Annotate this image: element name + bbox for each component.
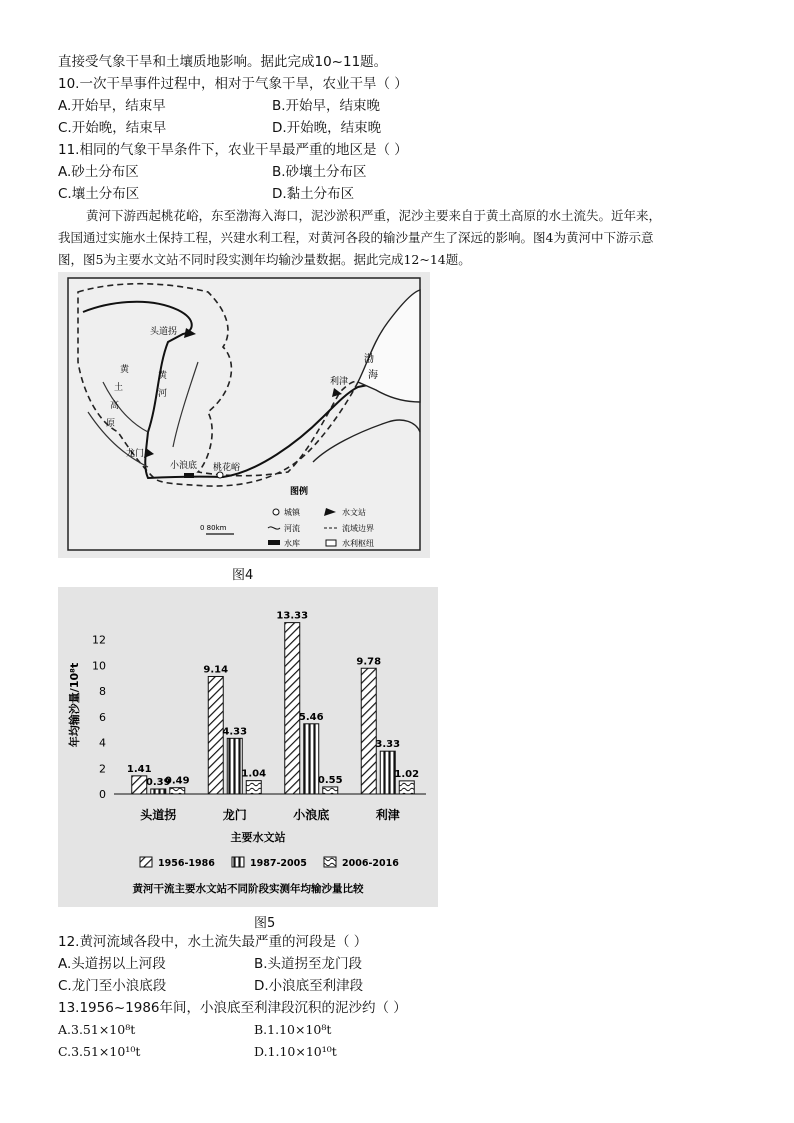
bar-value-label: 1.04 [241,768,267,780]
bar-value-label: 0.55 [317,774,343,786]
bar [304,724,319,794]
bar-chart [58,587,438,907]
legend-title: 图例 [290,487,309,497]
bar-value-label: 0.39 [145,776,171,788]
bar [380,751,395,794]
label-toudaoguai: 头道拐 [150,327,178,337]
q12-option-c: C.龙门至小浪底段 [58,978,167,994]
q12-option-b: B.头道拐至龙门段 [254,956,363,972]
label-xiaolangdi: 小浪底 [170,461,198,471]
legend-station: 水文站 [342,508,366,517]
legend-hub: 水利枢纽 [342,539,374,548]
bar-value-label: 1.41 [126,763,152,775]
y-tick-label: 2 [99,762,106,776]
x-axis-label: 主要水文站 [230,831,286,844]
chart-title: 黄河干流主要水文站不同阶段实测年均输沙量比较 [132,883,364,895]
x-tick-label: 利津 [375,808,400,822]
y-tick-label: 6 [99,710,106,724]
label-lijin: 利津 [330,377,349,387]
scale-label: 0 80km [200,524,227,532]
q13-option-a: A.3.51×10⁸t [58,1022,136,1037]
bar [323,787,338,794]
passage-line-3: 图，图5为主要水文站不同时段实测年均输沙量数据。据此完成12~14题。 [58,252,471,267]
legend-reservoir: 水库 [284,539,300,548]
q10-stem: 10.一次干旱事件过程中，相对于气象干旱，农业干旱（ ） [58,76,408,92]
q11-option-a: A.砂土分布区 [58,164,139,180]
bar-value-label: 9.14 [203,664,229,676]
label-longmen: 龙门 [126,449,145,459]
q10-option-a: A.开始早，结束早 [58,98,166,114]
bar-value-label: 9.78 [356,656,382,668]
bar [170,788,185,794]
reservoir-xiaolangdi-marker [184,473,194,478]
bar [132,776,147,794]
label-river-2: 河 [158,389,168,399]
bar-value-label: 1.02 [394,768,420,780]
bar-value-label: 13.33 [276,610,309,622]
q13-stem: 13.1956~1986年间，小浪底至利津段沉积的泥沙约（ ） [58,1000,407,1016]
figure-5-caption: 图5 [254,916,276,931]
bar-value-label: 4.33 [222,726,248,738]
q11-option-c: C.壤土分布区 [58,186,140,202]
legend-reservoir-symbol [268,540,280,545]
label-river-1: 黄 [158,371,168,381]
q12-stem: 12.黄河流域各段中，水土流失最严重的河段是（ ） [58,934,368,950]
map-frame [68,278,420,550]
bar [151,789,166,794]
legend-river: 河流 [284,524,300,533]
q12-option-a: A.头道拐以上河段 [58,956,166,972]
legend-swatch [140,857,152,867]
q10-option-b: B.开始早，结束晚 [272,98,381,114]
legend-swatch [232,857,244,867]
y-tick-label: 4 [99,736,106,750]
legend-label: 2006-2016 [342,858,399,869]
label-bohai-2: 海 [368,370,378,381]
legend-label: 1987-2005 [250,858,307,869]
x-tick-label: 头道拐 [140,808,177,822]
bar [227,738,242,794]
legend-town: 城镇 [284,508,300,517]
label-region-2: 土 [114,383,124,393]
bar-value-label: 3.33 [375,739,401,751]
label-region-3: 高 [110,401,120,411]
label-region-1: 黄 [120,365,130,375]
bar [246,781,261,794]
y-tick-label: 8 [99,685,106,699]
bar [208,676,223,794]
q13-option-d: D.1.10×10¹⁰t [254,1044,337,1059]
bar-value-label: 5.46 [298,711,324,723]
q10-option-c: C.开始晚，结束早 [58,120,167,136]
legend-town-symbol [273,509,279,515]
map-figure [58,272,430,558]
legend-swatch [324,857,336,867]
y-tick-label: 10 [92,659,106,673]
label-bohai-1: 渤 [364,354,374,365]
bar-value-label: 0.49 [164,775,190,787]
q13-option-c: C.3.51×10¹⁰t [58,1044,141,1059]
bar [285,623,300,794]
q12-option-d: D.小浪底至利津段 [254,978,364,994]
q10-option-d: D.开始晚，结束晚 [272,120,382,136]
passage-line-2: 我国通过实施水土保持工程，兴建水利工程，对黄河各段的输沙量产生了深远的影响。图4为黄河中下游示意 [58,230,654,245]
q11-option-d: D.黏土分布区 [272,186,355,202]
x-tick-label: 龙门 [222,808,247,822]
q11-option-b: B.砂壤土分布区 [272,164,367,180]
legend-boundary: 流域边界 [342,524,374,533]
y-tick-label: 12 [92,633,106,647]
chart-figure [58,587,438,907]
x-tick-label: 小浪底 [293,808,330,822]
legend-hub-symbol [326,540,336,546]
y-tick-label: 0 [99,788,106,801]
q11-stem: 11.相同的气象干旱条件下，农业干旱最严重的地区是（ ） [58,142,408,158]
label-region-4: 原 [106,419,116,429]
q13-option-b: B.1.10×10⁸t [254,1022,332,1037]
map-svg [58,272,430,558]
bar [361,668,376,794]
figure-4-caption: 图4 [232,568,254,583]
legend-label: 1956-1986 [158,858,215,869]
passage-line-1: 黄河下游西起桃花峪，东至渤海入海口，泥沙淤积严重，泥沙主要来自于黄土高原的水土流失。近年来， [86,208,662,223]
intro-line: 直接受气象干旱和土壤质地影响。据此完成10~11题。 [58,54,388,70]
label-taohuayu: 桃花峪 [213,463,241,473]
y-axis-label: 年均输沙量/10⁸t [68,662,81,748]
bar [399,781,414,794]
